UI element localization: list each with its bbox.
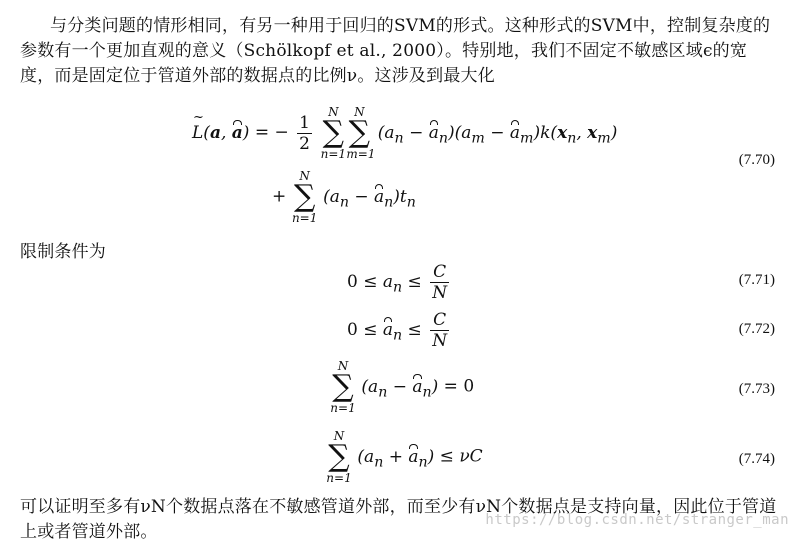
- conclusion-paragraph: 可以证明至多有νN个数据点落在不敏感管道外部，而至少有νN个数据点是支持向量，因此位于管道上或者管道外部。: [20, 497, 777, 542]
- sum-operator: N ∑ n=1: [326, 429, 352, 485]
- sum-operator: N ∑ n=1: [320, 105, 347, 161]
- constraint-intro: 限制条件为: [20, 242, 106, 262]
- watermark-text: https://blog.csdn.net/stranger_man: [485, 512, 789, 528]
- equation-7-70-line2: + N ∑ n=1 $(a_n - a_n)t_n$: [272, 169, 416, 225]
- sum-operator: N ∑ n=1: [330, 359, 356, 415]
- equation-number-7-70: (7.70): [738, 152, 775, 168]
- sum-operator: N ∑ m=1: [346, 105, 376, 161]
- equation-7-74: N ∑ n=1 $(a_n + a_n) \le \nu C$: [326, 429, 483, 485]
- equation-7-70-line1: ~ L(a, a) = − $\frac{1}{2}$ N ∑ n=1 N ∑ m=1 $(a_n - a_n)(a_m - a_m)k(x_n$, $x_m$): [192, 106, 617, 160]
- intro-paragraph: 与分类问题的情形相同，有另一种用于回归的SVM的形式。这种形式的SVM中，控制复杂度的参数有一个更加直观的意义（Schölkopf et al., 2000）。特别地，我们不固定不敏感区域ϵ的宽度，而是固定位于管道外部的数据点的比例ν。这涉及到最大化: [20, 16, 771, 86]
- sum-operator: N ∑ n=1: [291, 169, 318, 225]
- equation-7-73: N ∑ n=1 $(a_n - a_n) = 0$: [330, 359, 475, 415]
- fraction-half: $\frac{1}{2}$: [299, 112, 310, 154]
- equation-number-7-73: (7.73): [738, 381, 775, 397]
- equation-number-7-72: (7.72): [738, 321, 775, 337]
- equation-7-71: $0 \le a_n$ ≤ $\frac{C}{N}$: [347, 262, 448, 303]
- equation-7-72: $0 \le a_n$ ≤ $\frac{C}{N}$: [347, 310, 448, 351]
- equation-number-7-74: (7.74): [738, 451, 775, 467]
- equation-number-7-71: (7.71): [738, 272, 775, 288]
